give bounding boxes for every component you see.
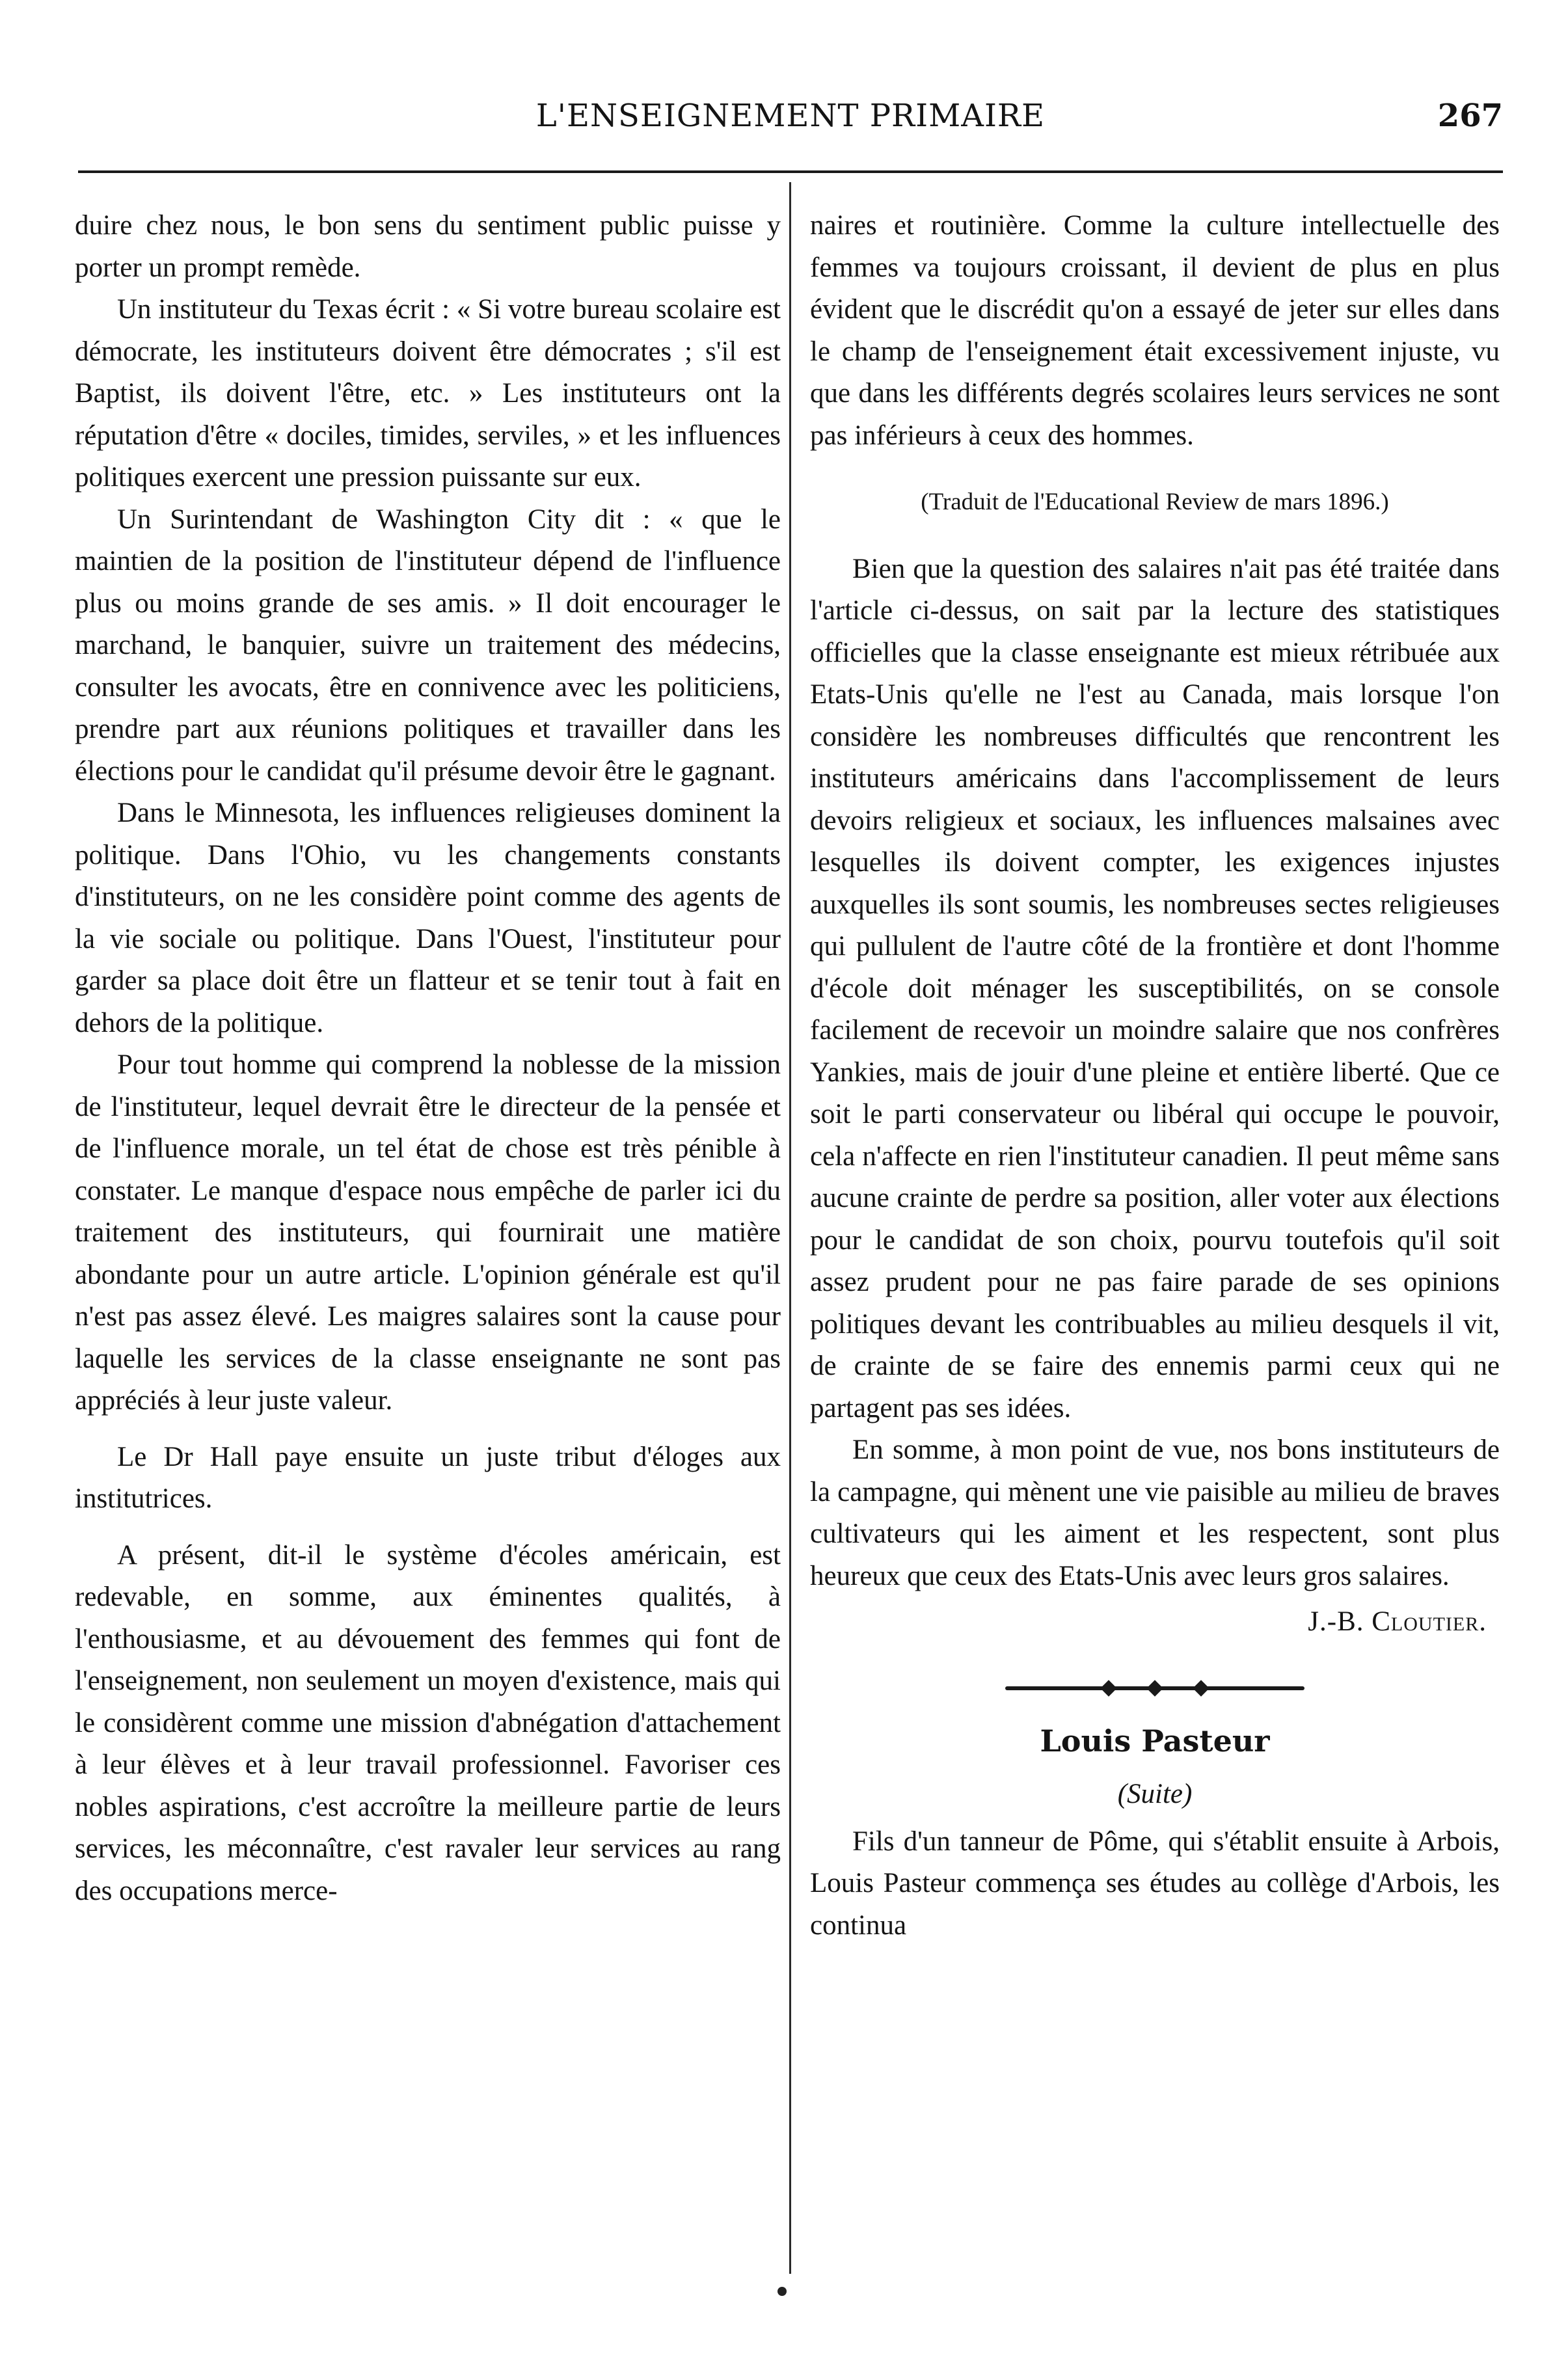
- paragraph: Pour tout homme qui comprend la noblesse de la mission de l'instituteur, lequel devrait être le directeur de la pensée et de l'influence morale, un tel état de chose est très pénible à constater. Le manque d'espace nous empêche de parler ici du traitement des instituteurs, qui fournirait une matière abondante pour un autre article. L'opinion générale est qu'il n'est pas assez élevé. Les maigres salaires sont la cause pour laquelle les services de la classe enseignante ne sont pas appréciés à leur juste valeur.: [75, 1049, 781, 1416]
- paragraph: Un Surintendant de Washington City dit : « que le maintien de la position de l'instituteur dépend de l'influence plus ou moins grande de ses amis. » Il doit encourager le marchand, le banquier, suivre un traitement des médecins, consulter les avocats, être en connivence avec les politiciens, prendre part aux réunions politiques et travailler dans les élections pour le candidat qu'il présume devoir être le gagnant.: [75, 504, 781, 787]
- signature: J.-B. Cloutier.: [1308, 1606, 1487, 1637]
- header-rule: [78, 170, 1503, 173]
- footer-dot: [777, 2287, 787, 2296]
- source-note: (Traduit de l'Educational Review de mars 1896.): [921, 489, 1389, 515]
- section-ornament: [1005, 1682, 1304, 1694]
- paragraph: Dans le Minnesota, les influences religieuses dominent la politique. Dans l'Ohio, vu les changements constants d'instituteurs, on ne les considère point comme des agents de la vie sociale ou politique. Dans l'Ouest, l'instituteur pour garder sa place doit être un flatteur et se tenir tout à fait en dehors de la politique.: [75, 798, 781, 1038]
- right-column: [810, 205, 1500, 1947]
- page-number: 267: [1437, 98, 1503, 134]
- paragraph: duire chez nous, le bon sens du sentiment public puisse y porter un prompt remède.: [75, 210, 781, 283]
- left-column: [75, 205, 781, 1912]
- running-title: L'ENSEIGNEMENT PRIMAIRE: [535, 98, 1046, 134]
- paragraph: Bien que la question des salaires n'ait pas été traitée dans l'article ci-dessus, on sait par la lecture des statistiques officielles que la classe enseignante est mieux rétribuée aux Etats-Unis qu'elle ne l'est au Canada, mais lorsque l'on considère les nombreuses difficultés que rencontrent les instituteurs américains dans l'accomplissement de leurs devoirs religieux et sociaux, les influences malsaines avec lesquelles ils doivent compter, les exigences injustes auxquelles ils sont soumis, les nombreuses sectes religieuses qui pullulent de l'autre côté de la frontière et dont l'homme d'école doit ménager les susceptibilités, on se console facilement de recevoir un moindre salaire que nos confrères Yankies, mais de jouir d'une pleine et entière liberté. Que ce soit le parti conservateur ou libéral qui occupe le pouvoir, cela n'affecte en rien l'instituteur canadien. Il peut même sans aucune crainte de perdre sa position, aller voter aux élections pour le candidat de son choix, pourvu toutefois qu'il soit assez prudent pour ne pas faire parade de ses opinions politiques devant les contribuables au milieu desquels il vit, de crainte de se faire des ennemis parmi ceux qui ne partagent pas ses idées.: [810, 553, 1500, 1423]
- page-header: [78, 98, 1503, 150]
- column-separator: [789, 182, 791, 2274]
- paragraph: A présent, dit-il le système d'écoles américain, est redevable, en somme, aux éminentes qualités, à l'enthousiasme, et au dévouement des femmes qui font de l'enseignement, non seulement un moyen d'existence, mais qui le considèrent comme une mission d'abnégation d'attachement à leur élèves et à leur travail professionnel. Favoriser ces nobles aspirations, c'est accroître la meilleure partie de leurs services, les méconnaître, c'est ravaler leur services au rang des occupations merce-: [75, 1539, 781, 1906]
- section-subtitle: (Suite): [1117, 1779, 1193, 1809]
- paragraph: Fils d'un tanneur de Pôme, qui s'établit ensuite à Arbois, Louis Pasteur commença ses études au collège d'Arbois, les continua: [810, 1826, 1500, 1941]
- paragraph: En somme, à mon point de vue, nos bons instituteurs de la campagne, qui mènent une vie paisible au milieu de braves cultivateurs qui les aiment et les respectent, sont plus heureux que ceux des Etats-Unis avec leurs gros salaires.: [810, 1435, 1500, 1591]
- section-title: Louis Pasteur: [1040, 1723, 1270, 1759]
- paragraph: naires et routinière. Comme la culture intellectuelle des femmes va toujours croissant, il devient de plus en plus évident que le discrédit qu'on a essayé de jeter sur elles dans le champ de l'enseignement était excessivement injuste, vu que dans les différents degrés scolaires leurs services ne sont pas inférieurs à ceux des hommes.: [810, 210, 1500, 451]
- paragraph: Un instituteur du Texas écrit : « Si votre bureau scolaire est démocrate, les instituteurs doivent être démocrates ; s'il est Baptist, ils doivent l'être, etc. » Les instituteurs ont la réputation d'être « dociles, timides, serviles, » et les influences politiques exercent une pression puissante sur eux.: [75, 294, 781, 492]
- paragraph: Le Dr Hall paye ensuite un juste tribut d'éloges aux institutrices.: [75, 1441, 781, 1514]
